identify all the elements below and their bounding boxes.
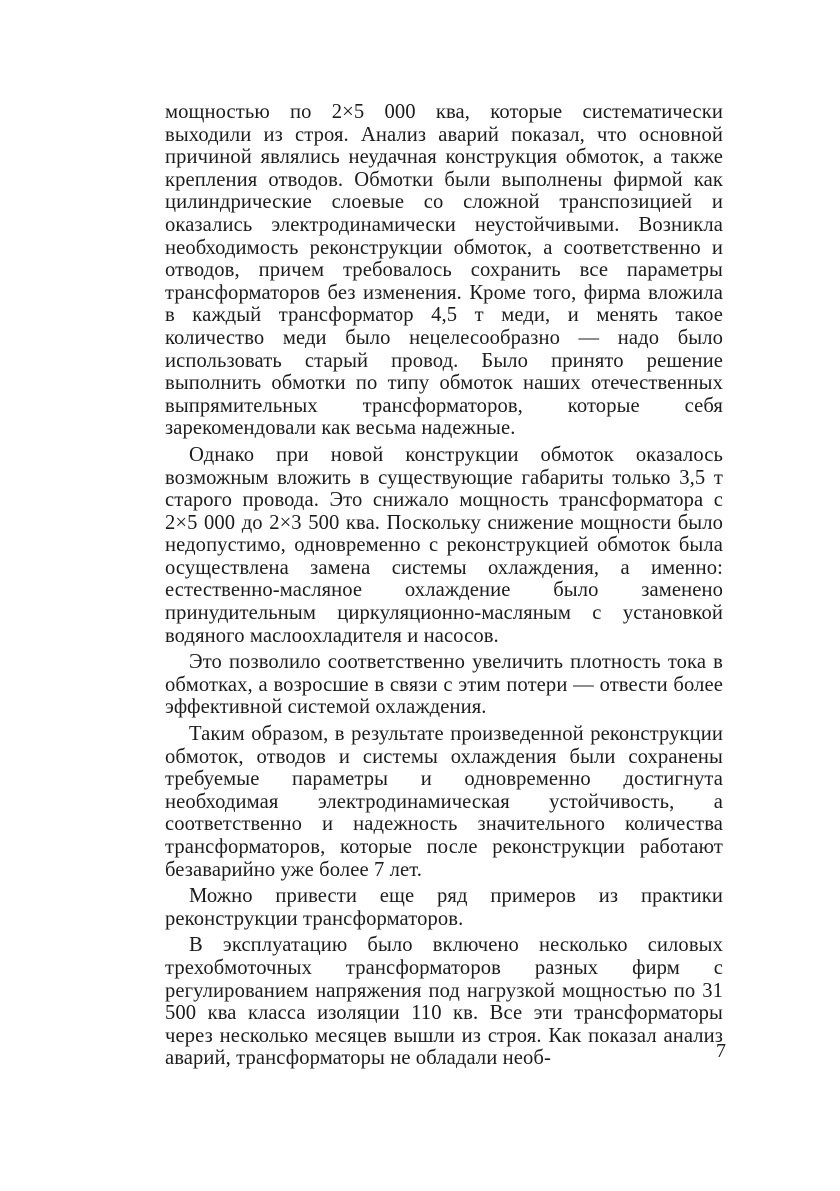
paragraph-2: Однако при новой конструкции обмоток оказалось возможным вложить в существующие габариты только 3,5 т старого провода. Это снижало мощность трансформатора с 2×5 000 до 2×3 500 ква. Поскольку снижение мощности было недопустимо, одновременно с реконструкцией обмоток была осуществлена замена системы охлаждения, а именно: естественно-масляное охлаждение было заменено принудительным циркуляционно-масляным с установкой водяного маслоохладителя и насосов. [165,443,723,647]
body-text [165,101,723,1074]
paragraph-6: В эксплуатацию было включено несколько силовых трехобмоточных трансформаторов разных фирм с регулированием напряжения под нагрузкой мощностью по 31 500 ква класса изоляции 110 кв. Все эти трансформаторы через несколько месяцев вышли из строя. Как показал анализ аварий, трансформаторы не обладали необ- [165,934,723,1070]
paragraph-4: Таким образом, в результате произведенной реконструкции обмоток, отводов и системы охлаждения были сохранены требуемые параметры и одновременно достигнута необходимая электродинамическая устойчивость, а соответственно и надежность значительного количества трансформаторов, которые после реконструкции работают безаварийно уже более 7 лет. [165,723,723,881]
paragraph-3: Это позволило соответственно увеличить плотность тока в обмотках, а возросшие в связи с этим потери — отвести более эффективной системой охлаждения. [165,651,723,719]
paragraph-1: мощностью по 2×5 000 ква, которые систематически выходили из строя. Анализ аварий показал, что основной причиной являлись неудачная конструкция обмоток, а также крепления отводов. Обмотки были выполнены фирмой как цилиндрические слоевые со сложной транспозицией и оказались электродинамически неустойчивыми. Возникла необходимость реконструкции обмоток, а соответственно и отводов, причем требовалось сохранить все параметры трансформаторов без изменения. Кроме того, фирма вложила в каждый трансформатор 4,5 т меди, и менять такое количество меди было нецелесообразно — надо было использовать старый провод. Было принято решение выполнить обмотки по типу обмоток наших отечественных выпрямительных трансформаторов, которые себя зарекомендовали как весьма надежные. [165,101,723,440]
page-number: 7 [716,1040,726,1062]
paragraph-5: Можно привести еще ряд примеров из практики реконструкции трансформаторов. [165,885,723,930]
